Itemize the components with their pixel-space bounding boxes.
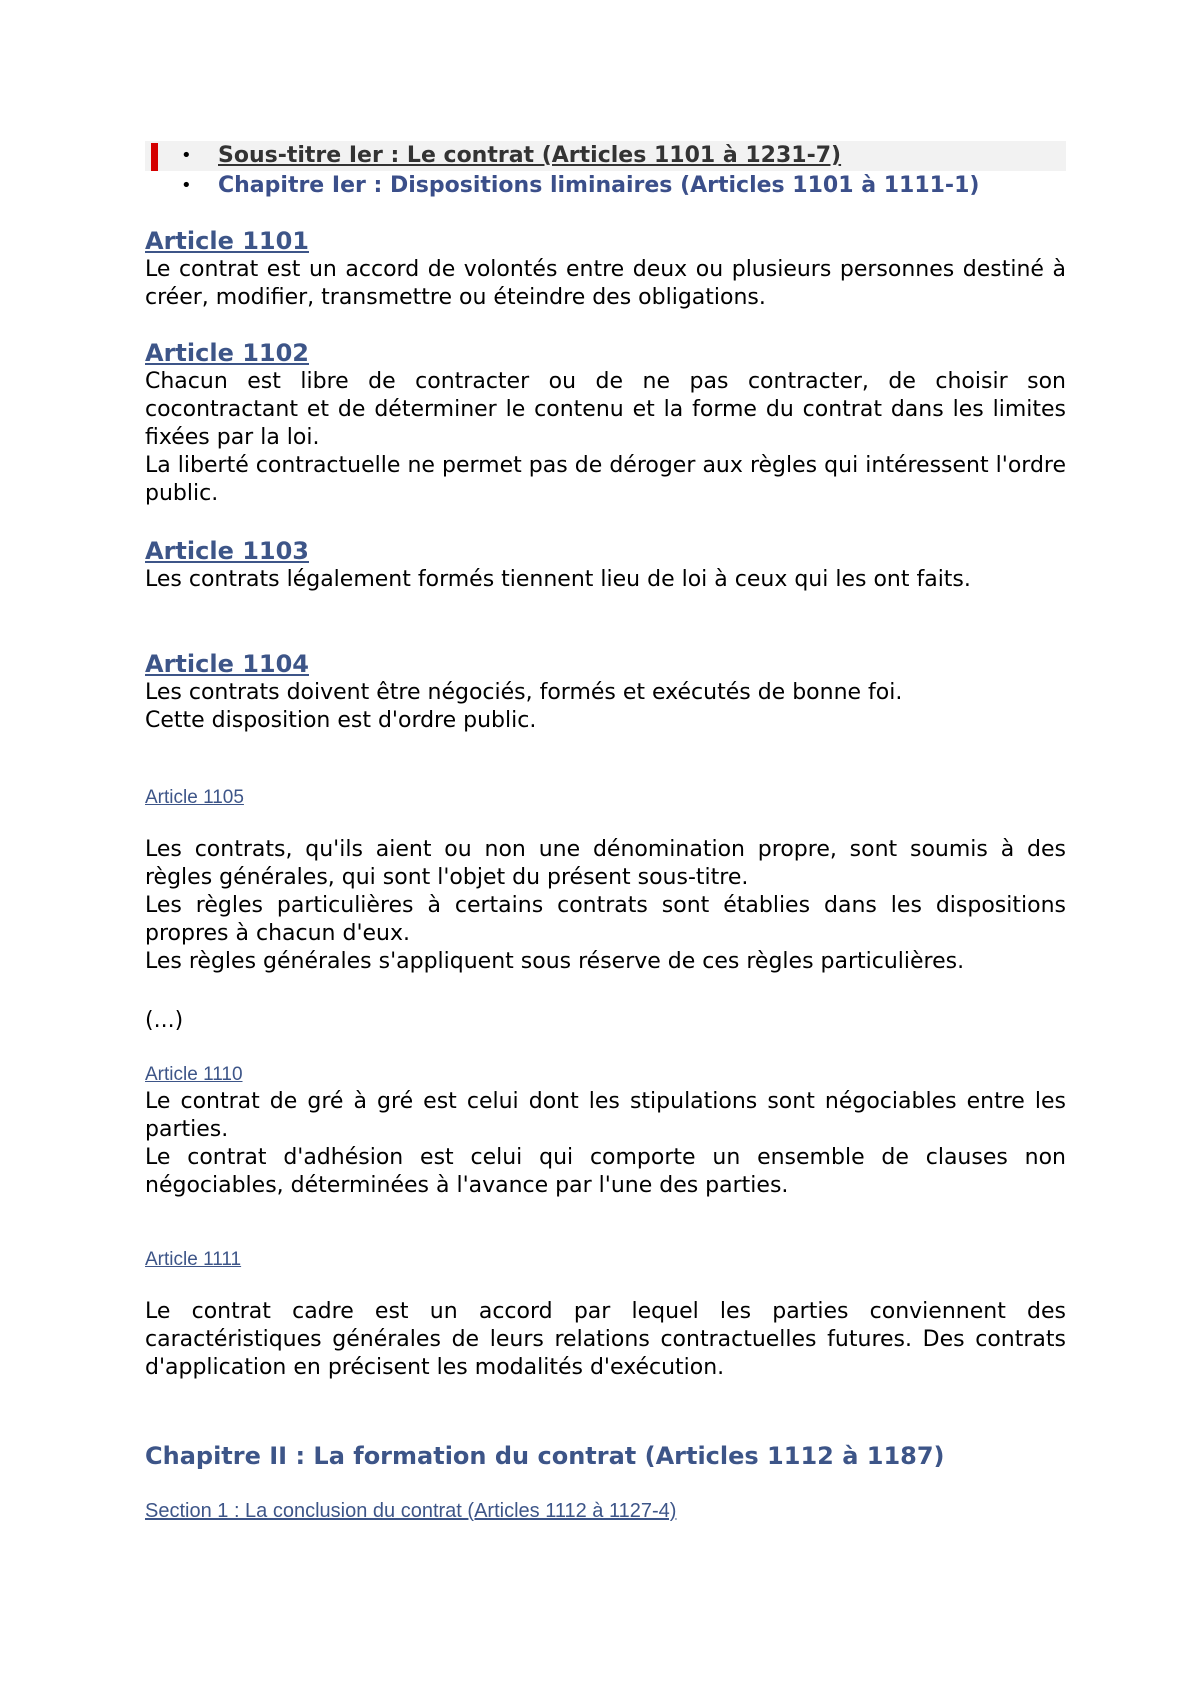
- section-link[interactable]: Section 1 : La conclusion du contrat (Articles 1112 à 1127-4): [145, 1500, 677, 1522]
- article-paragraph: Chacun est libre de contracter ou de ne pas contracter, de choisir son cocontractant et de déterminer le contenu et la forme du contrat dans les limites fixées par la loi.: [145, 369, 1066, 450]
- article-paragraph: Cette disposition est d'ordre public.: [145, 708, 537, 733]
- bullet-icon: •: [181, 145, 192, 166]
- ellipsis-text: (...): [145, 1008, 184, 1033]
- article-paragraph: Les contrats légalement formés tiennent lieu de loi à ceux qui les ont faits.: [145, 567, 971, 592]
- article-title-link[interactable]: Article 1111: [145, 1249, 242, 1270]
- article-paragraph: La liberté contractuelle ne permet pas de déroger aux règles qui intéressent l'ordre public.: [145, 453, 1066, 506]
- bullet-icon: •: [181, 175, 192, 196]
- article-1102: [145, 338, 1066, 508]
- chapter-heading: Chapitre II : La formation du contrat (Articles 1112 à 1187): [145, 1442, 945, 1470]
- article-paragraph: Le contrat de gré à gré est celui dont les stipulations sont négociables entre les parties.: [145, 1089, 1066, 1142]
- article-paragraph: Le contrat est un accord de volontés entre deux ou plusieurs personnes destiné à créer, modifier, transmettre ou éteindre des obligations.: [145, 257, 1066, 310]
- article-paragraph: Les règles générales s'appliquent sous réserve de ces règles particulières.: [145, 949, 965, 974]
- subtitle-link[interactable]: Sous-titre Ier : Le contrat (Articles 1101 à 1231-7): [218, 143, 842, 168]
- article-paragraph: Les contrats doivent être négociés, formés et exécutés de bonne foi.: [145, 680, 903, 705]
- article-title-link[interactable]: Article 1102: [145, 339, 309, 367]
- article-paragraph: Les règles particulières à certains contrats sont établies dans les dispositions propres à chacun d'eux.: [145, 893, 1066, 946]
- article-title-link[interactable]: Article 1103: [145, 537, 309, 565]
- article-title-link[interactable]: Article 1110: [145, 1064, 243, 1085]
- article-1101: [145, 226, 1066, 312]
- article-1104: [145, 649, 1066, 735]
- breadcrumb: [145, 141, 1066, 201]
- article-title-link[interactable]: Article 1104: [145, 650, 309, 678]
- article-paragraph: Les contrats, qu'ils aient ou non une dénomination propre, sont soumis à des règles générales, qui sont l'objet du présent sous-titre.: [145, 837, 1066, 890]
- article-1110: [145, 1062, 1066, 1200]
- article-title-link[interactable]: Article 1105: [145, 787, 244, 808]
- article-paragraph: Le contrat cadre est un accord par lequel les parties conviennent des caractéristiques générales de leurs relations contractuelles futures. Des contrats d'application en précisent les modalités d'exécution.: [145, 1299, 1066, 1380]
- red-marker-icon: [151, 143, 158, 171]
- article-1103: [145, 536, 1066, 594]
- article-1111: [145, 1247, 1066, 1382]
- breadcrumb-item-subtitle[interactable]: [145, 141, 1066, 171]
- breadcrumb-item-chapter[interactable]: [145, 171, 1066, 201]
- article-1105: [145, 785, 1066, 976]
- article-title-link[interactable]: Article 1101: [145, 227, 309, 255]
- article-paragraph: Le contrat d'adhésion est celui qui comporte un ensemble de clauses non négociables, déterminées à l'avance par l'une des parties.: [145, 1145, 1066, 1198]
- chapter-link[interactable]: Chapitre Ier : Dispositions liminaires (Articles 1101 à 1111-1): [218, 173, 980, 198]
